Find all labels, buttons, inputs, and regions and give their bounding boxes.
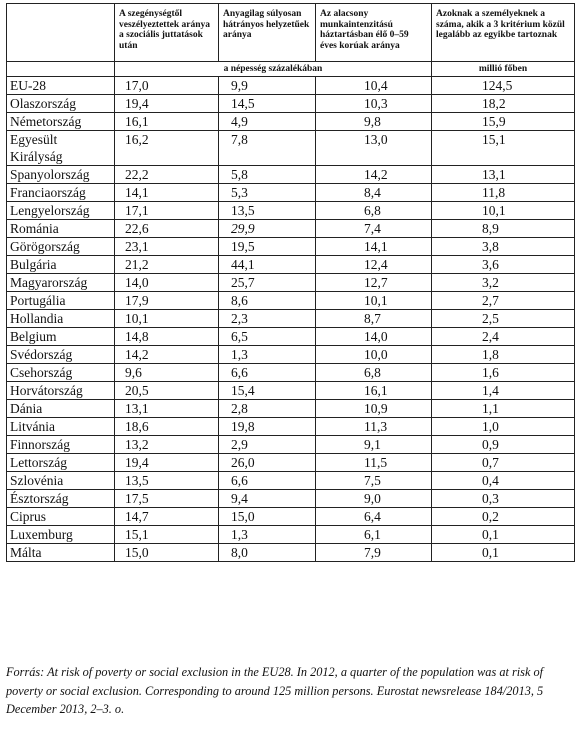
poverty-rate-cell: 13,2 <box>115 436 219 454</box>
table-row <box>7 166 575 184</box>
country-cell: Belgium <box>7 328 115 346</box>
low-work-intensity-cell: 10,1 <box>316 292 432 310</box>
low-work-intensity-cell: 16,1 <box>316 382 432 400</box>
low-work-intensity-cell: 10,9 <box>316 400 432 418</box>
poverty-rate-cell: 15,0 <box>115 544 219 562</box>
low-work-intensity-cell: 11,3 <box>316 418 432 436</box>
unit-percent: a népesség százalékában <box>115 62 432 77</box>
persons-count-cell: 3,6 <box>432 256 575 274</box>
table-row <box>7 436 575 454</box>
material-deprivation-cell: 13,5 <box>219 202 316 220</box>
persons-count-cell: 0,2 <box>432 508 575 526</box>
material-deprivation-cell: 2,8 <box>219 400 316 418</box>
country-cell: Portugália <box>7 292 115 310</box>
persons-count-cell: 0,4 <box>432 472 575 490</box>
low-work-intensity-cell: 14,1 <box>316 238 432 256</box>
material-deprivation-cell: 2,9 <box>219 436 316 454</box>
table-row <box>7 544 575 562</box>
table-row <box>7 310 575 328</box>
persons-count-cell: 2,7 <box>432 292 575 310</box>
unit-millions: millió főben <box>432 62 575 77</box>
persons-count-cell: 1,1 <box>432 400 575 418</box>
persons-count-cell: 3,8 <box>432 238 575 256</box>
poverty-rate-cell: 13,5 <box>115 472 219 490</box>
country-cell: Lettország <box>7 454 115 472</box>
poverty-rate-cell: 16,2 <box>115 131 219 166</box>
material-deprivation-cell: 6,6 <box>219 472 316 490</box>
table-row <box>7 418 575 436</box>
poverty-rate-cell: 17,9 <box>115 292 219 310</box>
material-deprivation-cell: 9,9 <box>219 77 316 95</box>
persons-count-cell: 124,5 <box>432 77 575 95</box>
poverty-rate-cell: 17,0 <box>115 77 219 95</box>
poverty-rate-cell: 15,1 <box>115 526 219 544</box>
unit-empty <box>7 62 115 77</box>
persons-count-cell: 0,1 <box>432 544 575 562</box>
poverty-table <box>6 3 575 562</box>
persons-count-cell: 0,7 <box>432 454 575 472</box>
country-cell: Svédország <box>7 346 115 364</box>
poverty-rate-cell: 14,2 <box>115 346 219 364</box>
poverty-rate-cell: 14,1 <box>115 184 219 202</box>
poverty-rate-cell: 14,7 <box>115 508 219 526</box>
persons-count-cell: 15,1 <box>432 131 575 166</box>
source-note: Forrás: At risk of poverty or social exclusion in the EU28. In 2012, a quarter of the population was at risk of poverty or social exclusion. Corresponding to around 125 million persons. Eurostat newsrelease 184/2013, 5 December 2013, 2–3. o. <box>6 665 544 716</box>
material-deprivation-cell: 19,5 <box>219 238 316 256</box>
material-deprivation-cell: 4,9 <box>219 113 316 131</box>
material-deprivation-cell: 26,0 <box>219 454 316 472</box>
persons-count-cell: 2,4 <box>432 328 575 346</box>
low-work-intensity-cell: 10,0 <box>316 346 432 364</box>
persons-count-cell: 1,8 <box>432 346 575 364</box>
persons-count-cell: 15,9 <box>432 113 575 131</box>
header-persons-count: Azoknak a személyeknek a száma, akik a 3 kritérium közül legalább az egyikbe tartoznak <box>432 4 575 62</box>
country-cell: Bulgária <box>7 256 115 274</box>
poverty-rate-cell: 23,1 <box>115 238 219 256</box>
country-cell: Olaszország <box>7 95 115 113</box>
country-cell: Finnország <box>7 436 115 454</box>
low-work-intensity-cell: 7,4 <box>316 220 432 238</box>
country-cell: Luxemburg <box>7 526 115 544</box>
table-row <box>7 382 575 400</box>
header-poverty-rate: A szegénységtől veszélyeztettek aránya a szociális juttatások után <box>115 4 219 62</box>
material-deprivation-cell: 19,8 <box>219 418 316 436</box>
low-work-intensity-cell: 6,8 <box>316 364 432 382</box>
persons-count-cell: 11,8 <box>432 184 575 202</box>
low-work-intensity-cell: 12,7 <box>316 274 432 292</box>
persons-count-cell: 10,1 <box>432 202 575 220</box>
material-deprivation-cell: 2,3 <box>219 310 316 328</box>
poverty-rate-cell: 13,1 <box>115 400 219 418</box>
material-deprivation-cell: 9,4 <box>219 490 316 508</box>
header-row <box>7 4 575 62</box>
poverty-rate-cell: 17,1 <box>115 202 219 220</box>
persons-count-cell: 0,1 <box>432 526 575 544</box>
low-work-intensity-cell: 7,5 <box>316 472 432 490</box>
table-row <box>7 77 575 95</box>
persons-count-cell: 2,5 <box>432 310 575 328</box>
table-row <box>7 490 575 508</box>
poverty-rate-cell: 22,6 <box>115 220 219 238</box>
material-deprivation-cell: 14,5 <box>219 95 316 113</box>
table-row <box>7 472 575 490</box>
poverty-rate-cell: 14,0 <box>115 274 219 292</box>
country-cell: Franciaország <box>7 184 115 202</box>
table-row <box>7 220 575 238</box>
table-row <box>7 256 575 274</box>
country-cell: Horvátország <box>7 382 115 400</box>
material-deprivation-cell: 29,9 <box>219 220 316 238</box>
poverty-rate-cell: 18,6 <box>115 418 219 436</box>
material-deprivation-cell: 15,0 <box>219 508 316 526</box>
material-deprivation-cell: 5,8 <box>219 166 316 184</box>
material-deprivation-cell: 44,1 <box>219 256 316 274</box>
material-deprivation-cell: 8,6 <box>219 292 316 310</box>
table-row <box>7 508 575 526</box>
low-work-intensity-cell: 8,7 <box>316 310 432 328</box>
poverty-rate-cell: 9,6 <box>115 364 219 382</box>
table-row <box>7 364 575 382</box>
country-cell: Románia <box>7 220 115 238</box>
low-work-intensity-cell: 9,8 <box>316 113 432 131</box>
persons-count-cell: 13,1 <box>432 166 575 184</box>
table-row <box>7 131 575 166</box>
table-row <box>7 184 575 202</box>
material-deprivation-cell: 6,6 <box>219 364 316 382</box>
material-deprivation-cell: 8,0 <box>219 544 316 562</box>
data-table-container <box>6 3 574 562</box>
material-deprivation-cell: 1,3 <box>219 346 316 364</box>
poverty-rate-cell: 19,4 <box>115 454 219 472</box>
country-cell: Spanyolország <box>7 166 115 184</box>
poverty-rate-cell: 21,2 <box>115 256 219 274</box>
country-cell: Észtország <box>7 490 115 508</box>
country-cell: Görögország <box>7 238 115 256</box>
persons-count-cell: 1,0 <box>432 418 575 436</box>
table-row <box>7 238 575 256</box>
material-deprivation-cell: 15,4 <box>219 382 316 400</box>
low-work-intensity-cell: 10,3 <box>316 95 432 113</box>
low-work-intensity-cell: 13,0 <box>316 131 432 166</box>
table-row <box>7 113 575 131</box>
unit-row <box>7 62 575 77</box>
header-country <box>7 4 115 62</box>
country-cell: Lengyelország <box>7 202 115 220</box>
material-deprivation-cell: 6,5 <box>219 328 316 346</box>
persons-count-cell: 0,9 <box>432 436 575 454</box>
table-row <box>7 95 575 113</box>
poverty-rate-cell: 19,4 <box>115 95 219 113</box>
table-body <box>7 77 575 562</box>
country-cell: Hollandia <box>7 310 115 328</box>
country-cell: Egyesült Királyság <box>7 131 115 166</box>
material-deprivation-cell: 5,3 <box>219 184 316 202</box>
low-work-intensity-cell: 8,4 <box>316 184 432 202</box>
low-work-intensity-cell: 9,1 <box>316 436 432 454</box>
table-row <box>7 274 575 292</box>
persons-count-cell: 3,2 <box>432 274 575 292</box>
table-row <box>7 526 575 544</box>
poverty-rate-cell: 10,1 <box>115 310 219 328</box>
persons-count-cell: 18,2 <box>432 95 575 113</box>
country-cell: Magyarország <box>7 274 115 292</box>
low-work-intensity-cell: 9,0 <box>316 490 432 508</box>
low-work-intensity-cell: 11,5 <box>316 454 432 472</box>
table-row <box>7 454 575 472</box>
country-cell: Ciprus <box>7 508 115 526</box>
poverty-rate-cell: 22,2 <box>115 166 219 184</box>
header-low-work-intensity: Az alacsony munkaintenzitású háztartásban élő 0–59 éves korúak aránya <box>316 4 432 62</box>
table-row <box>7 292 575 310</box>
table-row <box>7 400 575 418</box>
material-deprivation-cell: 1,3 <box>219 526 316 544</box>
country-cell: Málta <box>7 544 115 562</box>
poverty-rate-cell: 20,5 <box>115 382 219 400</box>
low-work-intensity-cell: 6,4 <box>316 508 432 526</box>
persons-count-cell: 1,4 <box>432 382 575 400</box>
header-material-deprivation: Anyagilag súlyosan hátrányos helyzetűek aránya <box>219 4 316 62</box>
low-work-intensity-cell: 14,0 <box>316 328 432 346</box>
poverty-rate-cell: 16,1 <box>115 113 219 131</box>
country-cell: EU-28 <box>7 77 115 95</box>
low-work-intensity-cell: 10,4 <box>316 77 432 95</box>
material-deprivation-cell: 25,7 <box>219 274 316 292</box>
low-work-intensity-cell: 12,4 <box>316 256 432 274</box>
persons-count-cell: 1,6 <box>432 364 575 382</box>
low-work-intensity-cell: 6,8 <box>316 202 432 220</box>
persons-count-cell: 8,9 <box>432 220 575 238</box>
poverty-rate-cell: 17,5 <box>115 490 219 508</box>
table-row <box>7 346 575 364</box>
table-row <box>7 202 575 220</box>
country-cell: Litvánia <box>7 418 115 436</box>
table-row <box>7 328 575 346</box>
country-cell: Szlovénia <box>7 472 115 490</box>
low-work-intensity-cell: 14,2 <box>316 166 432 184</box>
country-cell: Csehország <box>7 364 115 382</box>
persons-count-cell: 0,3 <box>432 490 575 508</box>
country-cell: Németország <box>7 113 115 131</box>
low-work-intensity-cell: 6,1 <box>316 526 432 544</box>
country-cell: Dánia <box>7 400 115 418</box>
poverty-rate-cell: 14,8 <box>115 328 219 346</box>
material-deprivation-cell: 7,8 <box>219 131 316 166</box>
low-work-intensity-cell: 7,9 <box>316 544 432 562</box>
